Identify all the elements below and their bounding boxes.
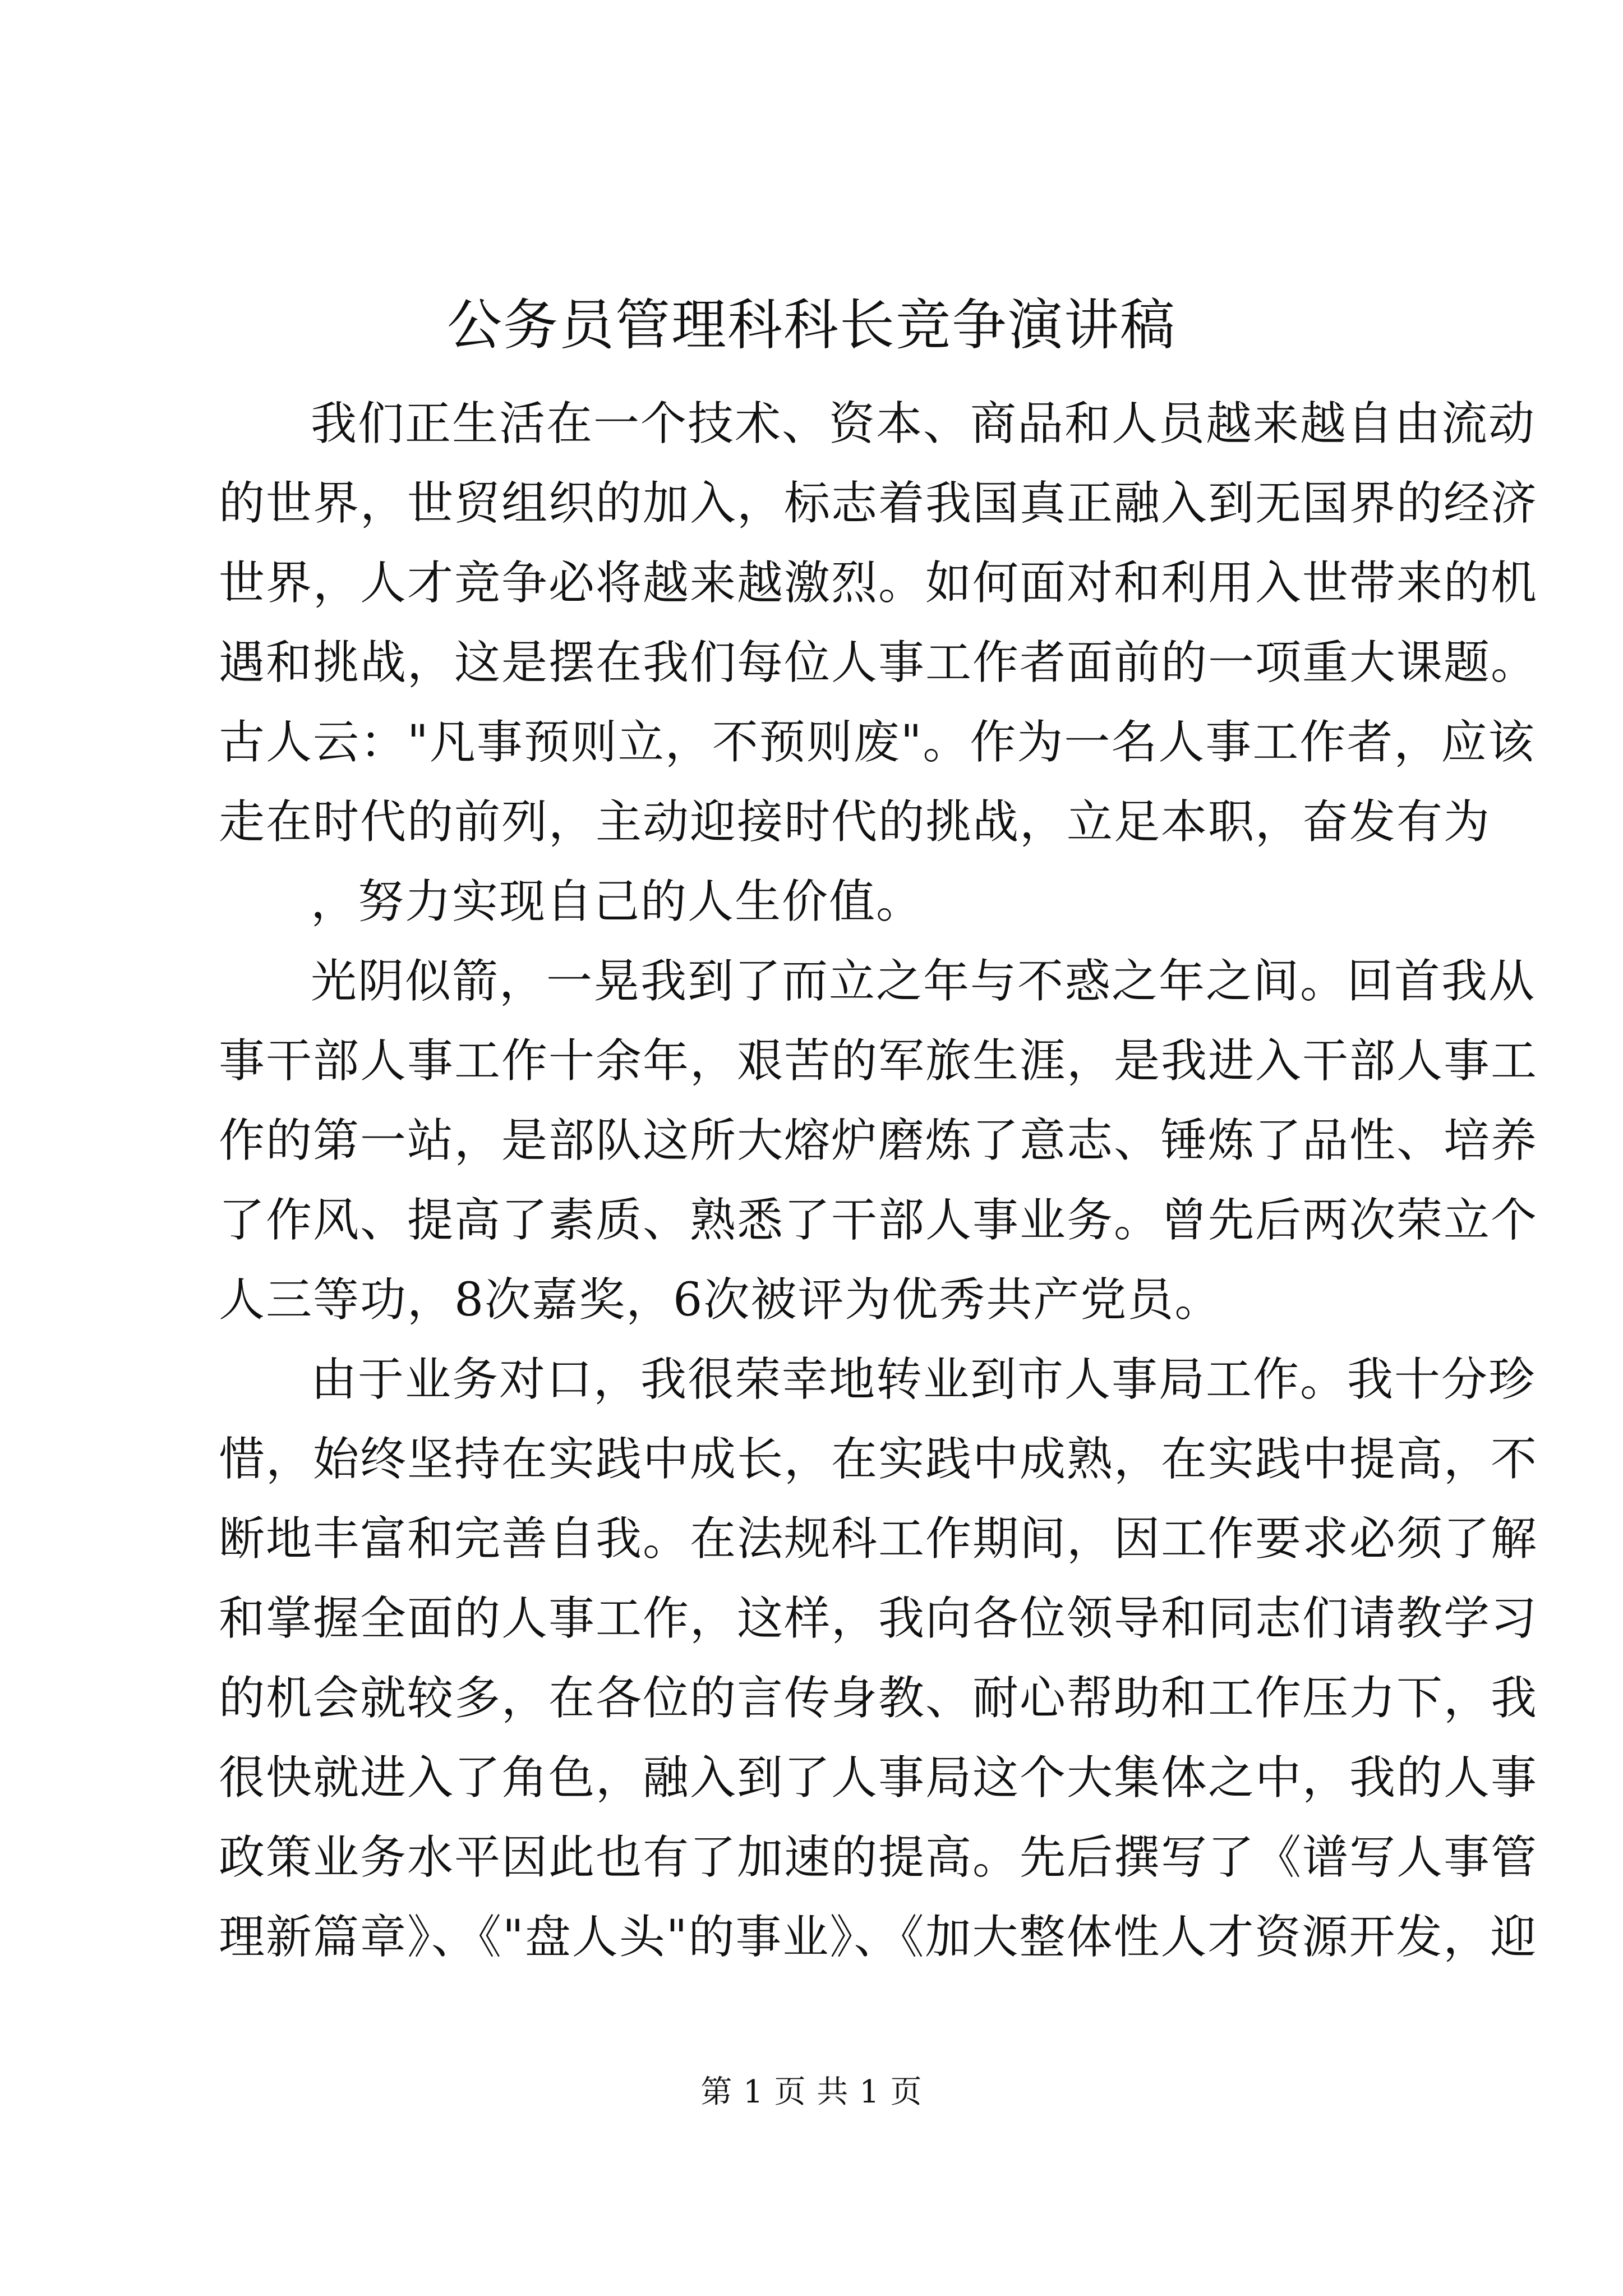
body-line: 我们正生活在一个技术、资本、商品和人员越来越自由流动 — [311, 397, 1536, 450]
page-number: 第 1 页 共 1 页 — [700, 2074, 923, 2110]
body-line: 和掌握全面的人事工作，这样，我向各位领导和同志们请教学习 — [219, 1592, 1538, 1645]
body-line: 政策业务水平因此也有了加速的提高。先后撰写了《谱写人事管 — [219, 1831, 1538, 1884]
body-line: 走在时代的前列，主动迎接时代的挑战，立足本职，奋发有为 — [219, 795, 1491, 849]
body-line: 的机会就较多，在各位的言传身教、耐心帮助和工作压力下，我 — [219, 1672, 1538, 1725]
body-line: 惜，始终坚持在实践中成长，在实践中成熟，在实践中提高，不 — [219, 1433, 1538, 1486]
body-line: 光阴似箭，一晃我到了而立之年与不惑之年之间。回首我从 — [311, 955, 1536, 1008]
body-line: 理新篇章》、《"盘人头"的事业》、《加大整体性人才资源开发，迎 — [219, 1911, 1538, 1964]
body-line: 作的第一站，是部队这所大熔炉磨炼了意志、锤炼了品性、培养 — [219, 1114, 1538, 1167]
body-line: ，努力实现自己的人生价值。 — [311, 875, 924, 928]
body-line: 很快就进入了角色，融入到了人事局这个大集体之中，我的人事 — [219, 1751, 1538, 1805]
document-title: 公务员管理科科长竞争演讲稿 — [446, 293, 1176, 357]
body-line: 古人云："凡事预则立，不预则废"。作为一名人事工作者，应该 — [219, 716, 1536, 769]
body-line: 了作风、提高了素质、熟悉了干部人事业务。曾先后两次荣立个 — [219, 1194, 1538, 1247]
body-line: 的世界，世贸组织的加入，标志着我国真正融入到无国界的经济 — [219, 477, 1538, 530]
body-line: 人三等功，8次嘉奖，6次被评为优秀共产党员。 — [219, 1273, 1222, 1327]
body-line: 事干部人事工作十余年，艰苦的军旅生涯，是我进入干部人事工 — [219, 1034, 1538, 1088]
body-line: 遇和挑战，这是摆在我们每位人事工作者面前的一项重大课题。 — [219, 636, 1538, 689]
document-body — [219, 384, 1538, 1977]
body-line: 世界，人才竞争必将越来越激烈。如何面对和利用入世带来的机 — [219, 556, 1538, 610]
body-line: 断地丰富和完善自我。在法规科工作期间，因工作要求必须了解 — [219, 1512, 1538, 1566]
body-line: 由于业务对口，我很荣幸地转业到市人事局工作。我十分珍 — [311, 1353, 1536, 1406]
